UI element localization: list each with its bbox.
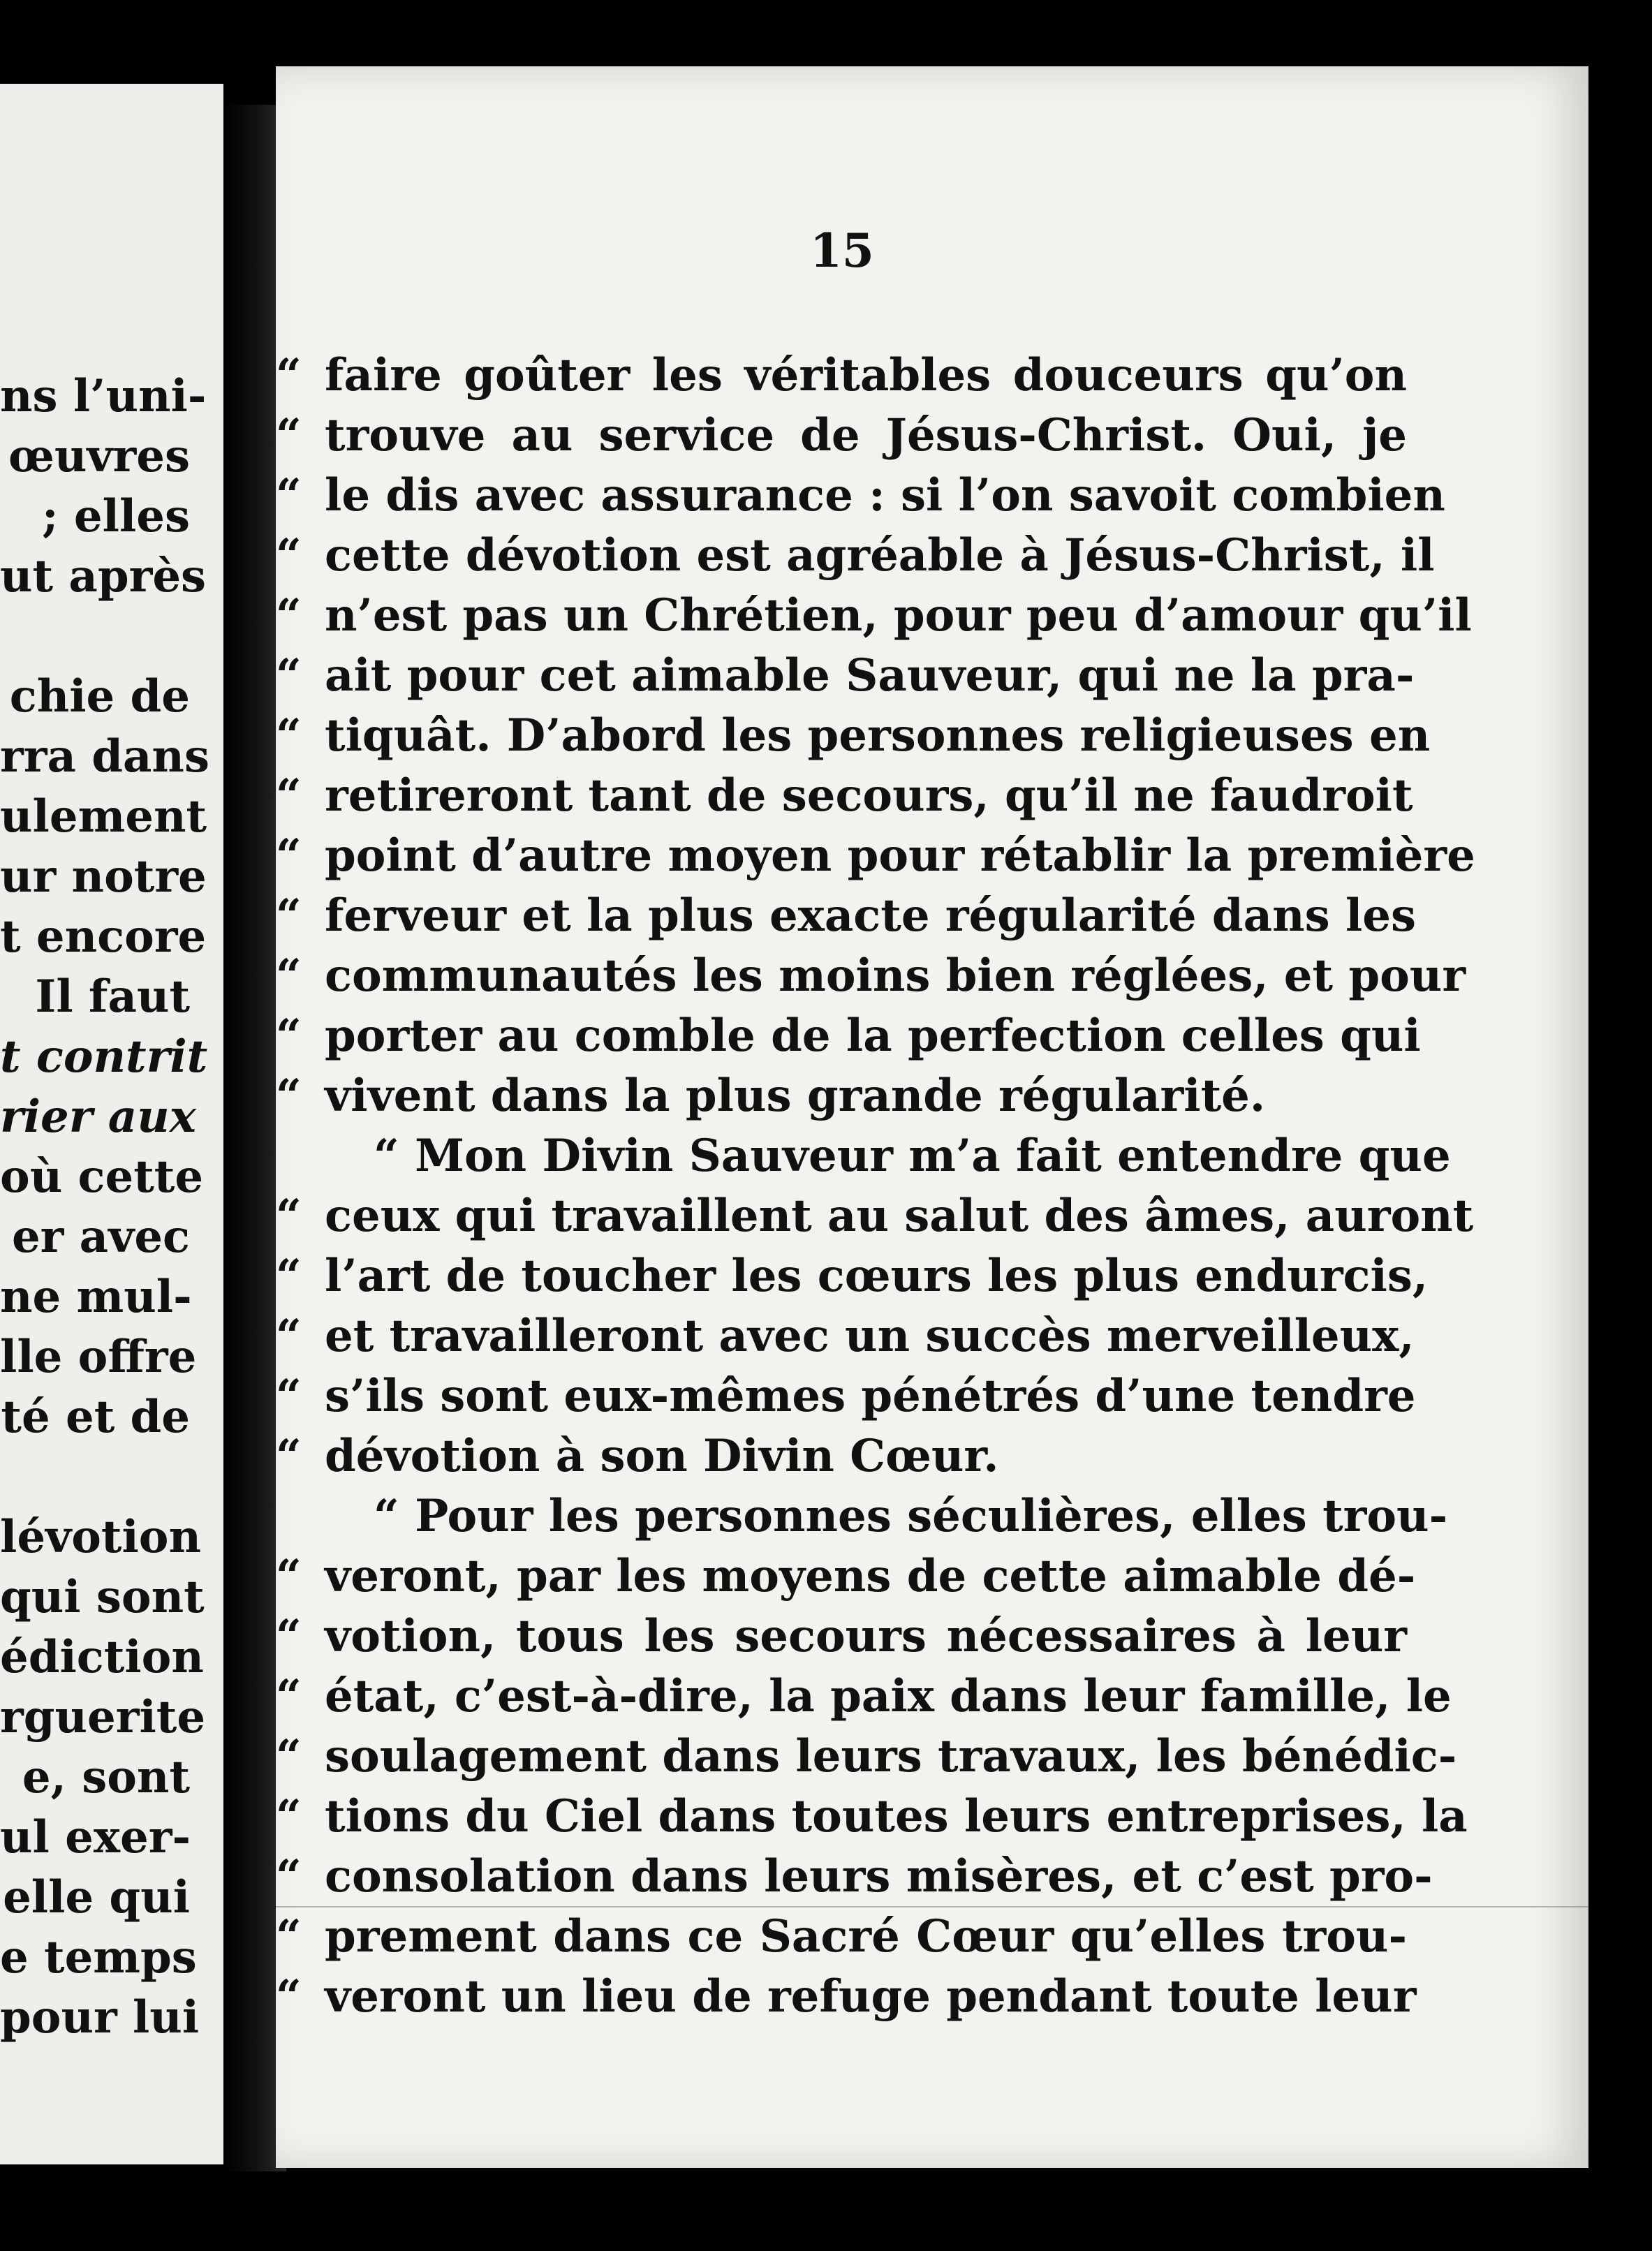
left-page-line: ulement	[0, 790, 207, 843]
text-line	[276, 1066, 1407, 1126]
text-line	[276, 1727, 1457, 1787]
quote-mark: “	[276, 1730, 302, 1783]
text-line	[276, 1907, 1407, 1967]
line-text: tiquât. D’abord les personnes religieuses en	[325, 709, 1431, 762]
quote-mark: “	[276, 1610, 302, 1662]
quote-mark: “	[276, 1910, 302, 1963]
left-page-line: ut après	[0, 550, 207, 603]
text-line	[276, 1967, 1417, 2027]
text-line	[276, 1246, 1429, 1306]
line-text: état, c’est-à-dire, la paix dans leur famille, le	[325, 1670, 1452, 1722]
text-line	[276, 886, 1417, 946]
quote-mark: “	[276, 1250, 302, 1302]
text-line	[276, 346, 1407, 406]
left-page-line: elle qui	[3, 1871, 190, 1924]
left-page-line: e, sont	[22, 1751, 190, 1803]
left-page-line: t contrit	[0, 1031, 208, 1083]
line-text: communautés les moins bien réglées, et pour	[325, 950, 1466, 1002]
text-line	[276, 406, 1407, 466]
line-text: n’est pas un Chrétien, pour peu d’amour qu’il	[325, 589, 1472, 642]
quote-mark: “	[276, 709, 302, 762]
left-page-line: er avec	[11, 1211, 190, 1263]
quote-mark: “	[276, 1430, 302, 1482]
scan-scratch-line	[276, 1906, 1588, 1907]
quote-mark	[276, 1126, 325, 1186]
left-page-line: rra dans	[0, 730, 209, 783]
line-text: porter au comble de la perfection celles qui	[325, 1010, 1421, 1062]
line-text: veront, par les moyens de cette aimable dé-	[325, 1550, 1416, 1602]
line-text: prement dans ce Sacré Cœur qu’elles trou-	[325, 1910, 1407, 1963]
text-line	[276, 1186, 1474, 1246]
line-text: vivent dans la plus grande régularité.	[325, 1070, 1266, 1122]
quote-mark: “	[276, 1070, 302, 1122]
left-page	[0, 84, 223, 2164]
text-line	[276, 766, 1413, 826]
line-text: “ Pour les personnes séculières, elles trou-	[374, 1490, 1448, 1542]
line-text: soulagement dans leurs travaux, les bénédic-	[325, 1730, 1457, 1783]
left-page-line: ur notre	[0, 850, 207, 903]
line-text: dévotion à son Divin Cœur.	[325, 1430, 999, 1482]
left-page-line: rier aux	[0, 1091, 196, 1143]
text-line	[276, 1787, 1468, 1847]
left-page-line: où cette	[0, 1151, 204, 1203]
line-text: cette dévotion est agréable à Jésus-Christ, il	[325, 529, 1435, 582]
left-page-line: lle offre	[0, 1331, 197, 1383]
text-line	[276, 826, 1475, 886]
line-text: ferveur et la plus exacte régularité dans les	[325, 890, 1417, 942]
quote-mark: “	[276, 890, 302, 942]
body-text	[276, 346, 1475, 2027]
quote-mark: “	[276, 1670, 302, 1722]
left-page-line	[0, 1447, 209, 1507]
left-page-line: qui sont	[0, 1571, 205, 1623]
left-page-line: rguerite	[0, 1691, 206, 1743]
quote-mark: “	[276, 950, 302, 1002]
text-line	[276, 1366, 1416, 1426]
left-page-line: ns l’uni-	[0, 370, 207, 422]
quote-mark: “	[276, 1310, 302, 1362]
line-text: ait pour cet aimable Sauveur, qui ne la pra-	[325, 649, 1415, 702]
line-text: “ Mon Divin Sauveur m’a fait entendre que	[374, 1130, 1451, 1182]
left-page-line	[0, 607, 209, 667]
text-line	[276, 1547, 1416, 1607]
left-page-line: té et de	[1, 1391, 190, 1443]
left-page-line: t encore	[0, 910, 207, 963]
quote-mark: “	[276, 529, 302, 582]
text-line	[276, 1006, 1421, 1066]
text-line	[276, 706, 1431, 766]
text-line	[276, 1847, 1433, 1907]
quote-mark: “	[276, 1370, 302, 1422]
text-line	[276, 1486, 1448, 1547]
line-text: et travailleront avec un succès merveilleux,	[325, 1310, 1415, 1362]
text-line	[276, 1126, 1451, 1186]
left-page-line: e temps	[0, 1931, 197, 1984]
quote-mark: “	[276, 469, 302, 522]
line-text: ceux qui travaillent au salut des âmes, auront	[325, 1190, 1474, 1242]
line-text: veront un lieu de refuge pendant toute leur	[325, 1970, 1417, 2023]
text-line	[276, 1426, 1407, 1486]
line-text: faire goûter les véritables douceurs qu’on	[325, 349, 1407, 401]
left-page-line: ; elles	[42, 490, 190, 543]
line-text: point d’autre moyen pour rétablir la première	[325, 829, 1475, 882]
line-text: le dis avec assurance : si l’on savoit combien	[325, 469, 1445, 522]
left-page-line: édiction	[0, 1631, 204, 1683]
quote-mark: “	[276, 589, 302, 642]
text-line	[276, 526, 1435, 586]
line-text: votion, tous les secours nécessaires à leur	[325, 1610, 1407, 1662]
left-page-line: ul exer-	[0, 1811, 191, 1863]
text-line	[276, 586, 1472, 646]
quote-mark: “	[276, 1550, 302, 1602]
left-page-line: Il faut	[35, 970, 190, 1023]
quote-mark: “	[276, 1850, 302, 1903]
quote-mark: “	[276, 829, 302, 882]
quote-mark: “	[276, 409, 302, 462]
line-text: consolation dans leurs misères, et c’est pro-	[325, 1850, 1433, 1903]
left-page-text	[0, 367, 209, 2048]
text-line	[276, 1306, 1415, 1366]
quote-mark: “	[276, 349, 302, 401]
text-line	[276, 466, 1445, 526]
quote-mark: “	[276, 1190, 302, 1242]
line-text: l’art de toucher les cœurs les plus endurcis,	[325, 1250, 1429, 1302]
quote-mark: “	[276, 1010, 302, 1062]
line-text: s’ils sont eux-mêmes pénétrés d’une tendre	[325, 1370, 1416, 1422]
left-page-line: ne mul-	[0, 1271, 192, 1323]
text-line	[276, 646, 1415, 706]
text-line	[276, 946, 1466, 1006]
page-number: 15	[810, 223, 874, 278]
text-line	[276, 1607, 1407, 1667]
left-page-line: chie de	[9, 670, 190, 723]
quote-mark: “	[276, 1790, 302, 1843]
line-text: tions du Ciel dans toutes leurs entreprises, la	[325, 1790, 1468, 1843]
left-page-line: œuvres	[8, 430, 190, 482]
quote-mark	[276, 1486, 325, 1547]
left-page-line: lévotion	[0, 1511, 201, 1563]
quote-mark: “	[276, 649, 302, 702]
left-page-line: pour lui	[0, 1991, 200, 2044]
line-text: trouve au service de Jésus-Christ. Oui, je	[325, 409, 1407, 462]
line-text: retireront tant de secours, qu’il ne faudroit	[325, 769, 1413, 822]
quote-mark: “	[276, 769, 302, 822]
text-line	[276, 1667, 1452, 1727]
quote-mark: “	[276, 1970, 302, 2023]
